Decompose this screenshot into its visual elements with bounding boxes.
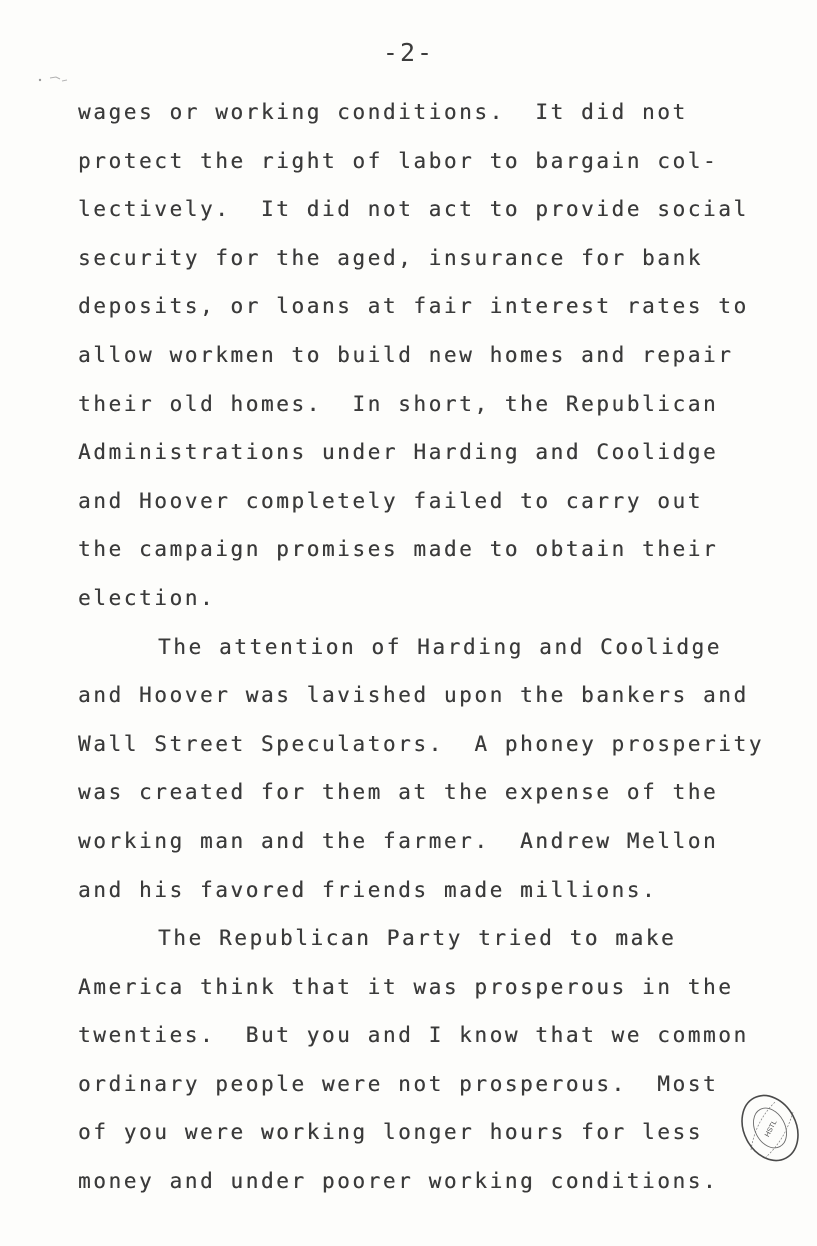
text-line: working man and the farmer. Andrew Mellon — [78, 828, 719, 853]
text-line: security for the aged, insurance for bank — [78, 245, 703, 270]
text-line: election. — [78, 585, 216, 610]
text-line: the campaign promises made to obtain their — [78, 537, 719, 562]
text-line: and Hoover completely failed to carry out — [78, 488, 703, 513]
text-line: money and under poorer working conditions. — [78, 1169, 719, 1194]
text-line: America think that it was prosperous in the — [78, 974, 734, 999]
text-line: lectively. It did not act to provide social — [78, 197, 749, 222]
library-stamp-icon — [735, 1088, 805, 1168]
text-line: and his favored friends made millions. — [78, 877, 658, 902]
paragraph-start-line: The attention of Harding and Coolidge — [158, 634, 722, 659]
text-line: ordinary people were not prosperous. Most — [78, 1071, 719, 1096]
text-line: of you were working longer hours for less — [78, 1120, 703, 1145]
text-line: their old homes. In short, the Republican — [78, 391, 719, 416]
svg-text:HSTL: HSTL — [764, 1119, 779, 1139]
text-line: deposits, or loans at fair interest rates to — [78, 294, 749, 319]
text-line: Administrations under Harding and Coolidge — [78, 440, 719, 465]
paragraph-start-line: The Republican Party tried to make — [158, 926, 677, 951]
text-line: Wall Street Speculators. A phoney prosperity — [78, 731, 764, 756]
text-line: and Hoover was lavished upon the bankers and — [78, 683, 749, 708]
page-number: -2- — [382, 38, 435, 67]
text-line: allow workmen to build new homes and repair — [78, 342, 734, 367]
typed-body-text — [78, 94, 798, 1212]
text-line: protect the right of labor to bargain col- — [78, 148, 719, 173]
text-line: wages or working conditions. It did not — [78, 100, 688, 124]
text-line: was created for them at the expense of the — [78, 780, 719, 805]
text-line: twenties. But you and I know that we common — [78, 1023, 749, 1048]
ink-speck-mark — [36, 72, 76, 84]
